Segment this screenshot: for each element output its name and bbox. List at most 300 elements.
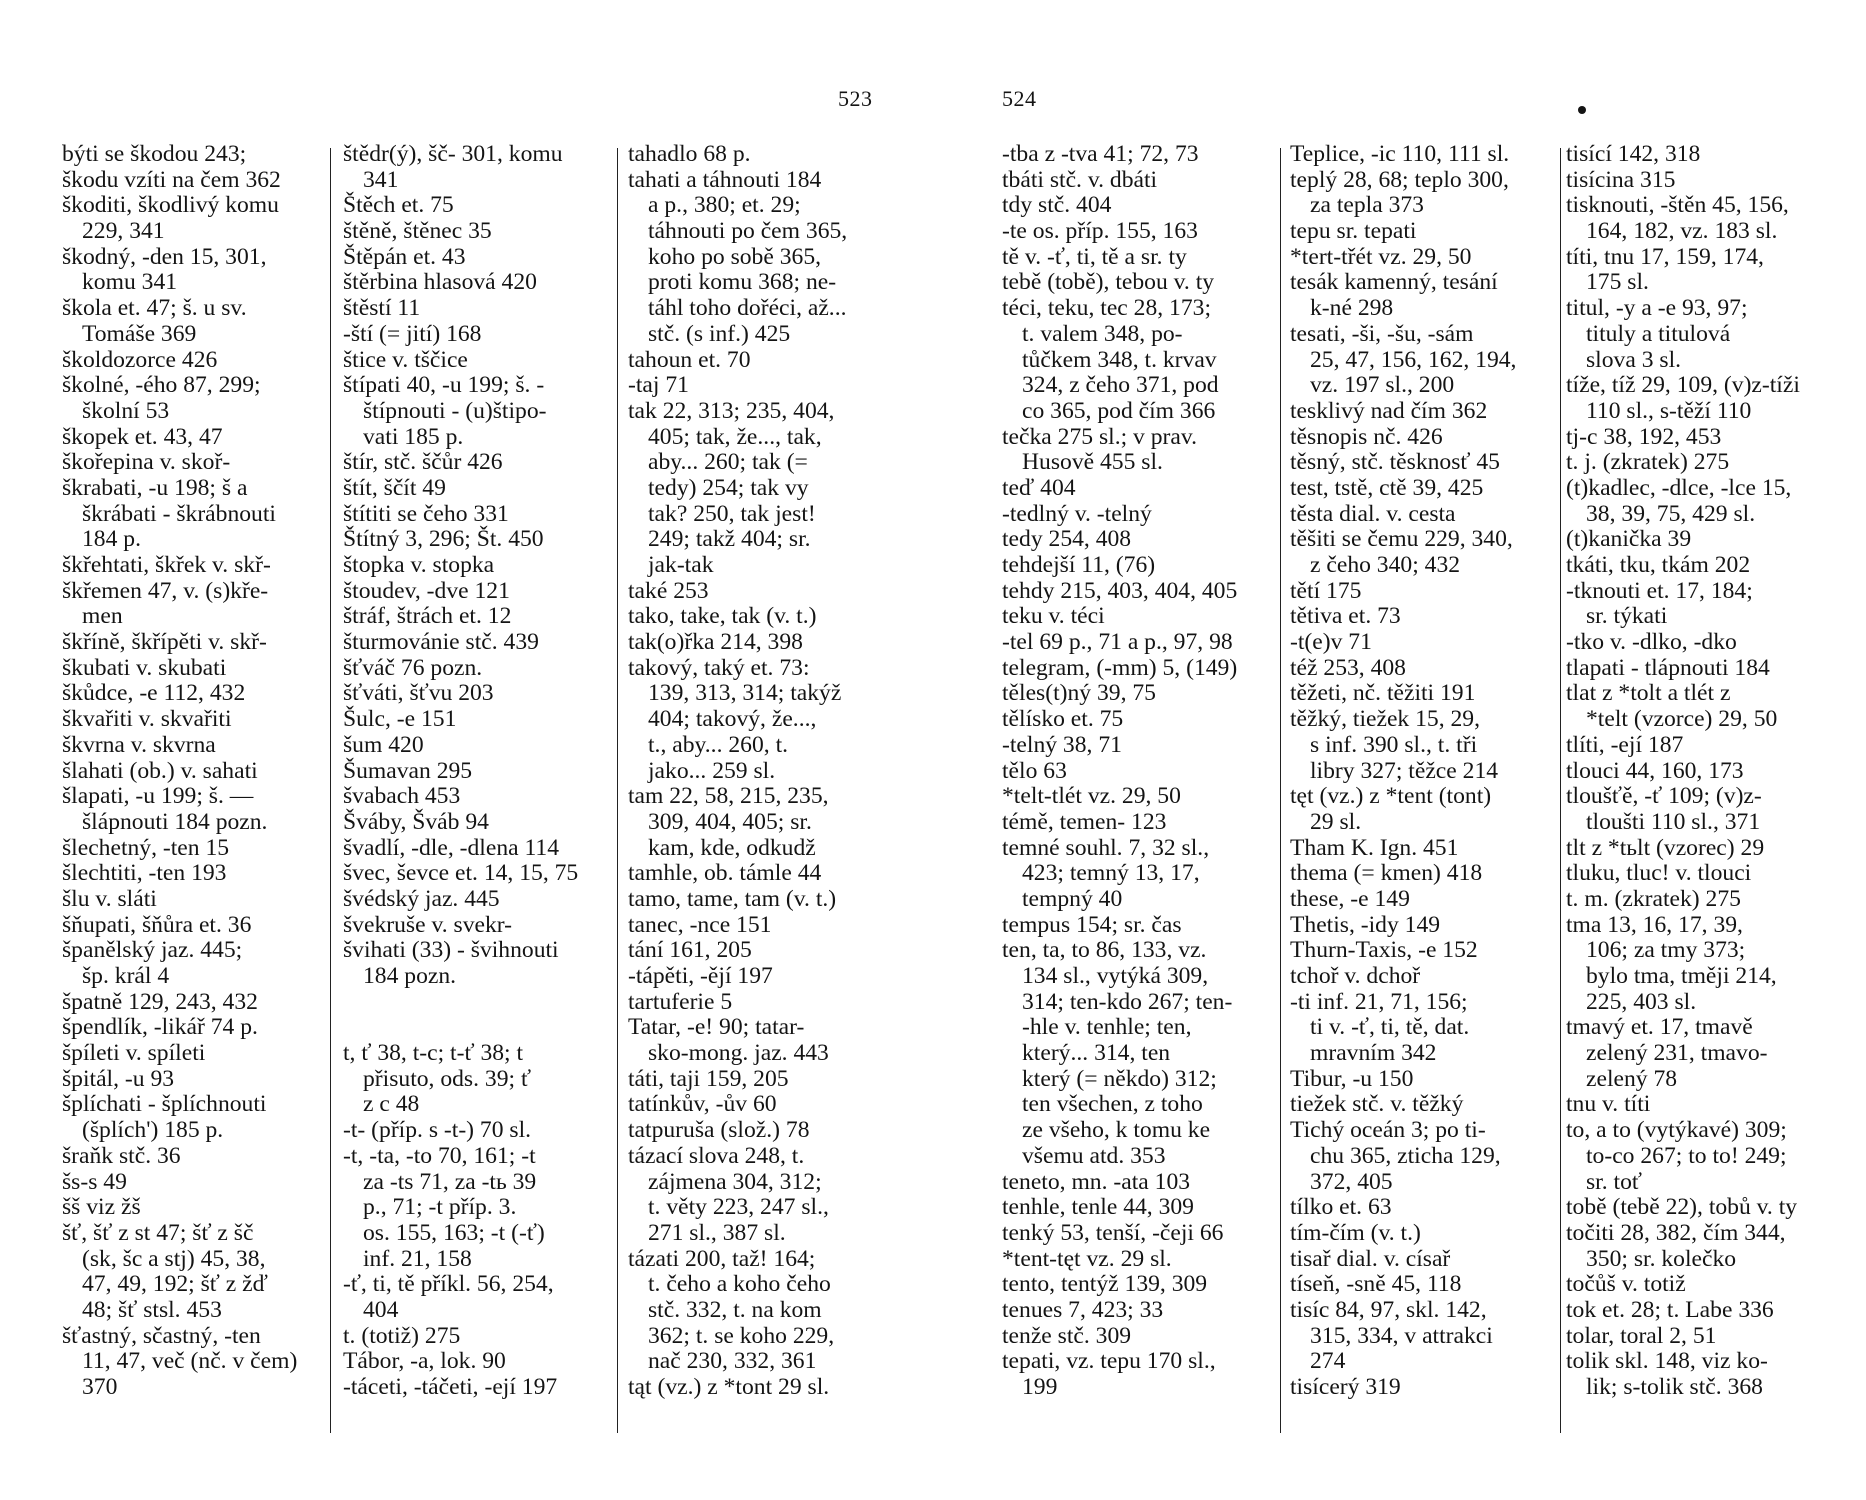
index-line: *telt-tlét vz. 29, 50	[1002, 783, 1181, 810]
index-line: 184 pozn.	[363, 963, 457, 989]
index-line: tmavý et. 17, tmavě	[1566, 1014, 1753, 1041]
index-line: též 253, 408	[1290, 654, 1406, 681]
index-line: tě v. -ť, ti, tě a sr. ty	[1002, 243, 1187, 270]
index-line: 324, z čeho 371, pod	[1022, 372, 1219, 399]
column-6	[1566, 142, 1828, 1432]
index-line: šlapati, -u 199; š. —	[62, 783, 254, 810]
index-line: 29 sl.	[1310, 808, 1362, 835]
index-line: tíseň, -sně 45, 118	[1290, 1271, 1462, 1298]
index-line: -taj 71	[628, 372, 689, 399]
index-line: -tápěti, -ějí 197	[628, 963, 773, 989]
index-line: (t)kadlec, -dlce, -lce 15,	[1566, 474, 1792, 501]
index-line: 350; sr. kolečko	[1586, 1245, 1737, 1272]
index-line: tlat z *tolt a tlét z	[1566, 680, 1731, 707]
index-line: tělísko et. 75	[1002, 706, 1124, 733]
index-line: tisař dial. v. císař	[1290, 1245, 1451, 1272]
index-line: Thurn-Taxis, -e 152	[1290, 937, 1478, 964]
index-line: tahadlo 68 p.	[628, 142, 751, 167]
index-line: tedy 254, 408	[1002, 526, 1132, 553]
column-rule-4	[1560, 148, 1561, 1433]
index-line: tluku, tluc! v. tlouci	[1566, 860, 1752, 887]
index-line: švabach 453	[343, 783, 461, 810]
index-line: tlapati - tlápnouti 184	[1566, 654, 1770, 681]
index-line: škodu vzíti na čem 362	[62, 166, 281, 193]
index-line: Husově 455 sl.	[1022, 449, 1163, 476]
index-line: Šváby, Šváb 94	[343, 808, 489, 835]
index-line: táhl toho dořéci, až...	[648, 295, 847, 322]
index-line: štěstí 11	[343, 295, 421, 322]
index-line: štípati 40, -u 199; š. -	[343, 372, 545, 399]
index-line: tloušťě, -ť 109; (v)z-	[1566, 783, 1762, 810]
index-line: to-co 267; to to! 249;	[1586, 1142, 1787, 1169]
index-line: Tham K. Ign. 451	[1290, 834, 1459, 861]
index-line: -telný 38, 71	[1002, 731, 1122, 758]
index-line: 175 sl.	[1586, 269, 1649, 296]
index-line: t. j. (zkratek) 275	[1566, 449, 1730, 476]
index-line: *tent-tęt vz. 29 sl.	[1002, 1245, 1172, 1272]
index-line: 404; takový, že...,	[648, 706, 817, 733]
index-line: za -ts 71, za -tь 39	[363, 1168, 537, 1195]
index-line: zájmena 304, 312;	[648, 1168, 822, 1195]
index-line: tahati a táhnouti 184	[628, 166, 822, 193]
index-line: tenues 7, 423; 33	[1002, 1296, 1164, 1323]
index-line: tůčkem 348, t. krvav	[1022, 346, 1217, 373]
index-line: štopka v. stopka	[343, 552, 495, 578]
index-line: tolik skl. 148, viz ko-	[1566, 1348, 1768, 1375]
index-line: 314; ten-kdo 267; ten-	[1022, 988, 1233, 1015]
index-line: -tba z -tva 41; 72, 73	[1002, 142, 1199, 167]
index-line: Teplice, -ic 110, 111 sl.	[1290, 142, 1510, 167]
index-line: těžký, tiežek 15, 29,	[1290, 706, 1480, 733]
index-line: těles(t)ný 39, 75	[1002, 680, 1156, 707]
index-line: -hle v. tenhle; ten,	[1022, 1014, 1192, 1041]
index-line: škubati v. skubati	[62, 654, 227, 681]
index-line: bylo tma, tměji 214,	[1586, 963, 1777, 989]
index-line: šlechetný, -ten 15	[62, 834, 230, 861]
index-line: tázací slova 248, t.	[628, 1142, 805, 1169]
index-line	[343, 1015, 605, 1041]
index-line: šp. král 4	[82, 963, 170, 989]
index-line: chu 365, zticha 129,	[1310, 1142, 1501, 1169]
index-line: škřehtati, škřek v. skř-	[62, 552, 271, 578]
index-line: tím-čím (v. t.)	[1290, 1219, 1421, 1246]
index-line: tesati, -ši, -šu, -sám	[1290, 320, 1474, 347]
index-line: 199	[1022, 1374, 1058, 1400]
index-line: zelený 78	[1586, 1065, 1678, 1092]
index-line: 404	[363, 1296, 399, 1323]
column-2	[343, 142, 605, 1432]
index-line: špatně 129, 243, 432	[62, 988, 258, 1015]
index-line: -ští (= jití) 168	[343, 320, 482, 347]
index-line: škoditi, škodlivý komu	[62, 192, 279, 219]
index-line: těšiti se čemu 229, 340,	[1290, 526, 1513, 553]
index-line: t. m. (zkratek) 275	[1566, 885, 1741, 912]
index-line: šplíchati - šplíchnouti	[62, 1091, 267, 1118]
index-line: tisíc 84, 97, skl. 142,	[1290, 1296, 1487, 1323]
index-line: -tko v. -dlko, -dko	[1566, 629, 1737, 656]
index-line: škůdce, -e 112, 432	[62, 680, 246, 707]
index-line: šlápnouti 184 pozn.	[82, 808, 268, 835]
index-line: 249; takž 404; sr.	[648, 526, 811, 553]
index-line: Tatar, -e! 90; tatar-	[628, 1014, 805, 1041]
column-4	[1002, 142, 1270, 1432]
index-line: tok et. 28; t. Labe 336	[1566, 1296, 1774, 1323]
index-line: školní 53	[82, 397, 170, 424]
index-line: (šplích') 185 p.	[82, 1117, 224, 1144]
index-line: 134 sl., vytýká 309,	[1022, 963, 1209, 989]
index-line: teď 404	[1002, 474, 1076, 501]
index-line: -te os. příp. 155, 163	[1002, 218, 1198, 245]
index-line: -ť, ti, tě příkl. 56, 254,	[343, 1271, 554, 1298]
index-line: škrabati, -u 198; š a	[62, 474, 248, 501]
index-line: štědr(ý), šč- 301, komu	[343, 142, 563, 167]
index-line: šlahati (ob.) v. sahati	[62, 757, 258, 784]
index-line: inf. 21, 158	[363, 1245, 472, 1272]
index-line: tolar, toral 2, 51	[1566, 1322, 1717, 1349]
index-line: školné, -ého 87, 299;	[62, 372, 261, 399]
index-line: tisknouti, -štěn 45, 156,	[1566, 192, 1789, 219]
index-line: tebě (tobě), tebou v. ty	[1002, 269, 1215, 296]
index-line: 184 p.	[82, 526, 141, 553]
index-line: sr. týkati	[1586, 603, 1668, 630]
index-line: tání 161, 205	[628, 937, 752, 964]
index-line: tempus 154; sr. čas	[1002, 911, 1182, 938]
index-line: tento, tentýž 139, 309	[1002, 1271, 1208, 1298]
index-line: šum 420	[343, 731, 424, 758]
index-line: test, tstě, ctě 39, 425	[1290, 474, 1484, 501]
index-line: tesklivý nad čím 362	[1290, 397, 1488, 424]
index-line: proti komu 368; ne-	[648, 269, 837, 296]
index-line: tepati, vz. tepu 170 sl.,	[1002, 1348, 1216, 1375]
index-line: zelený 231, tmavo-	[1586, 1040, 1768, 1067]
index-line: šlechtiti, -ten 193	[62, 860, 227, 887]
index-line: tempný 40	[1022, 885, 1123, 912]
index-line: tamhle, ob. támle 44	[628, 860, 822, 887]
index-line: t., aby... 260, t.	[648, 731, 789, 758]
index-line: sko-mong. jaz. 443	[648, 1040, 829, 1067]
index-line: šraňk stč. 36	[62, 1142, 181, 1169]
index-line: šťváti, šťvu 203	[343, 680, 494, 707]
index-line: tiežek stč. v. těžký	[1290, 1091, 1464, 1118]
index-line	[343, 990, 605, 1016]
index-line: táhnouti po čem 365,	[648, 218, 848, 245]
column-rule-1	[330, 148, 331, 1433]
index-line: 164, 182, vz. 183 sl.	[1586, 218, 1778, 245]
index-line: tlíti, -ejí 187	[1566, 731, 1684, 758]
index-line: sr. toť	[1586, 1168, 1642, 1195]
index-line: títi, tnu 17, 159, 174,	[1566, 243, 1764, 270]
index-line: tisící 142, 318	[1566, 142, 1701, 167]
index-line: tj-c 38, 192, 453	[1566, 423, 1722, 450]
index-line: vz. 197 sl., 200	[1310, 372, 1455, 399]
index-line: tělo 63	[1002, 757, 1067, 784]
index-line: Tichý oceán 3; po ti-	[1290, 1117, 1486, 1144]
index-line: šturmovánie stč. 439	[343, 629, 539, 656]
index-line: švadlí, -dle, -dlena 114	[343, 834, 559, 861]
index-line: tituly a titulová	[1586, 320, 1731, 347]
index-line: škřemen 47, v. (s)kře-	[62, 577, 269, 604]
index-line: 110 sl., s-těží 110	[1586, 397, 1752, 424]
index-line: Tábor, -a, lok. 90	[343, 1348, 506, 1375]
index-line: těsný, stč. těsknosť 45	[1290, 449, 1500, 476]
index-line: t. (totiž) 275	[343, 1322, 461, 1349]
index-line: šť, šť z st 47; šť z šč	[62, 1219, 254, 1246]
index-line: 11, 47, več (nč. v čem)	[82, 1348, 298, 1375]
index-line: škořepina v. skoř-	[62, 449, 231, 476]
index-line: nač 230, 332, 361	[648, 1348, 817, 1375]
index-line: tílko et. 63	[1290, 1194, 1392, 1221]
index-line: tenže stč. 309	[1002, 1322, 1132, 1349]
index-line: ti v. -ť, ti, tě, dat.	[1310, 1014, 1470, 1041]
index-line: these, -e 149	[1290, 885, 1410, 912]
index-line: za tepla 373	[1310, 192, 1424, 219]
index-line: -ti inf. 21, 71, 156;	[1290, 988, 1468, 1015]
index-line: tobě (tebě 22), tobů v. ty	[1566, 1194, 1798, 1221]
index-line: tkáti, tku, tkám 202	[1566, 552, 1751, 578]
index-line: (t)kanička 39	[1566, 526, 1692, 553]
index-line: Šulc, -e 151	[343, 706, 457, 733]
index-line: štír, stč. ščůr 426	[343, 449, 503, 476]
column-rule-2	[617, 148, 618, 1433]
index-line: libry 327; těžce 214	[1310, 757, 1499, 784]
index-line: Štěpán et. 43	[343, 243, 466, 270]
index-line: škola et. 47; š. u sv.	[62, 295, 247, 322]
index-line: Tibur, -u 150	[1290, 1065, 1414, 1092]
index-line: titul, -y a -e 93, 97;	[1566, 295, 1748, 322]
index-line: Šumavan 295	[343, 757, 473, 784]
index-line: šlu v. sláti	[62, 885, 157, 912]
index-line: Štítný 3, 296; Št. 450	[343, 526, 544, 553]
index-line: tedy) 254; tak vy	[648, 474, 809, 501]
index-line: slova 3 sl.	[1586, 346, 1682, 373]
index-line: stč. 332, t. na kom	[648, 1296, 822, 1323]
column-rule-3	[1280, 148, 1281, 1433]
index-line: španělský jaz. 445;	[62, 937, 243, 964]
column-3	[628, 142, 890, 1432]
index-line: ten všechen, z toho	[1022, 1091, 1203, 1118]
index-line: teneto, mn. -ata 103	[1002, 1168, 1191, 1195]
index-line: 309, 404, 405; sr.	[648, 808, 812, 835]
index-line: os. 155, 163; -t (-ť)	[363, 1219, 545, 1246]
index-line: tesák kamenný, tesání	[1290, 269, 1498, 296]
index-line: 106; za tmy 373;	[1586, 937, 1746, 964]
index-line: t, ť 38, t-c; t-ť 38; t	[343, 1040, 524, 1067]
index-line: *tert-třét vz. 29, 50	[1290, 243, 1472, 270]
index-line: tartuferie 5	[628, 988, 733, 1015]
index-line: tisícerý 319	[1290, 1374, 1401, 1400]
column-1	[62, 142, 322, 1432]
index-line: 341	[363, 166, 399, 193]
index-line: -tknouti et. 17, 184;	[1566, 577, 1753, 604]
index-line: -t- (příp. s -t-) 70 sl.	[343, 1117, 532, 1144]
index-line: telegram, (-mm) 5, (149)	[1002, 654, 1238, 681]
index-line: tlt z *tьlt (vzorec) 29	[1566, 834, 1765, 861]
index-line: mravním 342	[1310, 1040, 1437, 1067]
index-line: přisuto, ods. 39; ť	[363, 1065, 532, 1092]
index-line: špendlík, -likář 74 p.	[62, 1014, 258, 1041]
index-line: 271 sl., 387 sl.	[648, 1219, 786, 1246]
index-line: štice v. tščice	[343, 346, 468, 373]
index-line: tako, take, tak (v. t.)	[628, 603, 817, 630]
page-number-right: 524	[1002, 86, 1037, 111]
index-line: lik; s-tolik stč. 368	[1586, 1374, 1763, 1400]
index-line: Thetis, -idy 149	[1290, 911, 1441, 938]
index-line: 274	[1310, 1348, 1346, 1375]
index-line: t. věty 223, 247 sl.,	[648, 1194, 829, 1221]
index-line: který (= někdo) 312;	[1022, 1065, 1217, 1092]
index-line: 315, 334, v attrakci	[1310, 1322, 1493, 1349]
index-line: t. čeho a koho čeho	[648, 1271, 831, 1298]
index-line: koho po sobě 365,	[648, 243, 822, 270]
index-line: tětiva et. 73	[1290, 603, 1401, 630]
index-line: jak-tak	[648, 552, 714, 578]
index-line: štěrbina hlasová 420	[343, 269, 537, 296]
index-line: štítiti se čeho 331	[343, 500, 509, 527]
index-line: tenhle, tenle 44, 309	[1002, 1194, 1194, 1221]
index-line: škopek et. 43, 47	[62, 423, 223, 450]
index-line: takový, taký et. 73:	[628, 654, 810, 681]
index-line: tnu v. títi	[1566, 1091, 1651, 1118]
index-line: štoudev, -dve 121	[343, 577, 510, 604]
index-line: tisícina 315	[1566, 166, 1676, 193]
index-line: tíže, tíž 29, 109, (v)z-tíži	[1566, 372, 1800, 399]
page-number-left: 523	[838, 86, 873, 111]
index-line: tak? 250, tak jest!	[648, 500, 816, 527]
index-line: -t, -ta, -to 70, 161; -t	[343, 1142, 536, 1169]
index-line: z čeho 340; 432	[1310, 552, 1461, 578]
index-line: tanec, -nce 151	[628, 911, 772, 938]
index-line: s inf. 390 sl., t. tři	[1310, 731, 1478, 758]
index-line: tenký 53, tenší, -čeji 66	[1002, 1219, 1224, 1246]
index-line: tak 22, 313; 235, 404,	[628, 397, 835, 424]
index-line: 229, 341	[82, 218, 165, 245]
index-line: tehdy 215, 403, 404, 405	[1002, 577, 1238, 604]
index-line: tehdejší 11, (76)	[1002, 552, 1156, 578]
index-line: tatínkův, -ův 60	[628, 1091, 777, 1118]
index-line: šš viz žš	[62, 1194, 141, 1221]
index-line: 423; temný 13, 17,	[1022, 860, 1200, 887]
index-line: kam, kde, odkudž	[648, 834, 816, 861]
index-line: Tomáše 369	[82, 320, 197, 347]
index-line: tam 22, 58, 215, 235,	[628, 783, 829, 810]
index-line: tázati 200, taž! 164;	[628, 1245, 816, 1272]
index-line: men	[82, 603, 123, 630]
index-line: k-né 298	[1310, 295, 1394, 322]
index-line: šňupati, šňůra et. 36	[62, 911, 252, 938]
index-line: -tedlný v. -telný	[1002, 500, 1152, 527]
index-line: tbáti stč. v. dbáti	[1002, 166, 1158, 193]
index-line: 225, 403 sl.	[1586, 988, 1697, 1015]
index-line: tdy stč. 404	[1002, 192, 1112, 219]
index-line: Štěch et. 75	[343, 192, 454, 219]
index-line: temné souhl. 7, 32 sl.,	[1002, 834, 1210, 861]
index-line: šťváč 76 pozn.	[343, 654, 483, 681]
index-line: tma 13, 16, 17, 39,	[1566, 911, 1743, 938]
index-line: těžeti, nč. těžiti 191	[1290, 680, 1476, 707]
index-line: býti se škodou 243;	[62, 142, 247, 167]
index-line: teku v. téci	[1002, 603, 1105, 630]
index-line: točůš v. totiž	[1566, 1271, 1686, 1298]
index-line: 47, 49, 192; šť z žď	[82, 1271, 268, 1298]
index-line: co 365, pod čím 366	[1022, 397, 1216, 424]
index-line: švihati (33) - švihnouti	[343, 937, 559, 964]
index-line: ze všeho, k tomu ke	[1022, 1117, 1211, 1144]
index-line: teplý 28, 68; teplo 300,	[1290, 166, 1509, 193]
index-line: 370	[82, 1374, 118, 1400]
index-line: komu 341	[82, 269, 178, 296]
index-line: -táceti, -táčeti, -ejí 197	[343, 1374, 558, 1400]
index-line: štráf, štrách et. 12	[343, 603, 512, 630]
index-line: tlouci 44, 160, 173	[1566, 757, 1744, 784]
index-line: škodný, -den 15, 301,	[62, 243, 267, 270]
index-line: švekruše v. svekr-	[343, 911, 513, 938]
index-line: tahoun et. 70	[628, 346, 751, 373]
index-line: škrábati - škrábnouti	[82, 500, 276, 527]
index-line: švec, ševce et. 14, 15, 75	[343, 860, 579, 887]
index-line: táti, taji 159, 205	[628, 1065, 789, 1092]
index-line: thema (= kmen) 418	[1290, 860, 1483, 887]
index-line: tečka 275 sl.; v prav.	[1002, 423, 1198, 450]
index-line: štípnouti - (u)štipo-	[363, 397, 547, 424]
index-line: školdozorce 426	[62, 346, 218, 373]
index-line: tepu sr. tepati	[1290, 218, 1417, 245]
index-line: tětí 175	[1290, 577, 1362, 604]
index-line: škvrna v. skvrna	[62, 731, 216, 758]
index-line: tchoř v. dchoř	[1290, 963, 1421, 989]
index-line: 139, 313, 314; takýž	[648, 680, 842, 707]
index-line: točiti 28, 382, čím 344,	[1566, 1219, 1786, 1246]
index-line: škříně, škřípěti v. skř-	[62, 629, 267, 656]
index-line: tamo, tame, tam (v. t.)	[628, 885, 837, 912]
index-line: 38, 39, 75, 429 sl.	[1586, 500, 1756, 527]
index-line: špíleti v. spíleti	[62, 1040, 206, 1067]
index-line: švédský jaz. 445	[343, 885, 500, 912]
index-line: to, a to (vytýkavé) 309;	[1566, 1117, 1787, 1144]
index-line: který... 314, ten	[1022, 1040, 1171, 1067]
index-line: 405; tak, že..., tak,	[648, 423, 822, 450]
index-line: z c 48	[363, 1091, 420, 1118]
index-line: těsnopis nč. 426	[1290, 423, 1443, 450]
index-line: tatpuruša (slož.) 78	[628, 1117, 810, 1144]
index-line: 362; t. se koho 229,	[648, 1322, 835, 1349]
index-line: ten, ta, to 86, 133, vz.	[1002, 937, 1207, 964]
index-line: jako... 259 sl.	[648, 757, 776, 784]
index-line: témě, temen- 123	[1002, 808, 1167, 835]
index-line: škvařiti v. skvařiti	[62, 706, 232, 733]
print-dot	[1578, 106, 1586, 114]
index-line: štěně, štěnec 35	[343, 218, 492, 245]
index-line: tloušti 110 sl., 371	[1586, 808, 1761, 835]
index-line: stč. (s inf.) 425	[648, 320, 791, 347]
index-line: (sk, šc a stj) 45, 38,	[82, 1245, 266, 1272]
index-line: šs-s 49	[62, 1168, 127, 1195]
index-line: a p., 380; et. 29;	[648, 192, 801, 219]
index-line: -tel 69 p., 71 a p., 97, 98	[1002, 629, 1233, 656]
index-line: těsta dial. v. cesta	[1290, 500, 1456, 527]
index-line: šťastný, sčastný, -ten	[62, 1322, 261, 1349]
index-line: tęt (vz.) z *tent (tont)	[1290, 783, 1492, 810]
index-line: špitál, -u 93	[62, 1065, 175, 1092]
index-line: vati 185 p.	[363, 423, 464, 450]
index-line: *telt (vzorce) 29, 50	[1586, 706, 1778, 733]
column-5	[1290, 142, 1552, 1432]
index-line: p., 71; -t příp. 3.	[363, 1194, 517, 1221]
index-line: t. valem 348, po-	[1022, 320, 1183, 347]
index-line: štít, ščít 49	[343, 474, 446, 501]
index-line: 25, 47, 156, 162, 194,	[1310, 346, 1517, 373]
index-line: také 253	[628, 577, 709, 604]
index-line: 48; šť stsl. 453	[82, 1296, 222, 1323]
